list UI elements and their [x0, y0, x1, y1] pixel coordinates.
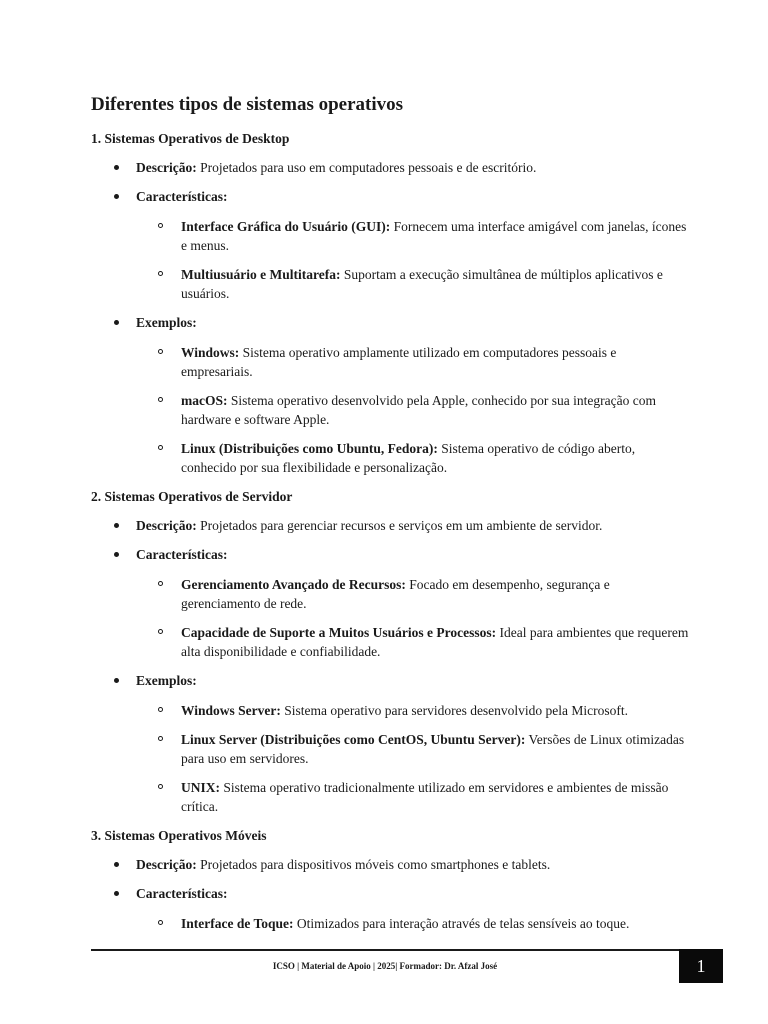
list-item: Características: Interface de Toque: Otimizados para interação através de telas sensíveis ao toque.: [91, 885, 691, 933]
list-item: Linux (Distribuições como Ubuntu, Fedora): Sistema operativo de código aberto, conhecido por sua flexibilidade e personalização.: [136, 439, 691, 477]
sub-list: [136, 914, 691, 933]
list-item: Windows Server: Sistema operativo para servidores desenvolvido pela Microsoft.: [136, 701, 691, 720]
circle-bullet-icon: [158, 629, 163, 634]
circle-bullet-icon: [158, 445, 163, 450]
list-item: Multiusuário e Multitarefa: Suportam a execução simultânea de múltiplos aplicativos e usuários.: [136, 265, 691, 303]
list-item: Linux Server (Distribuições como CentOS, Ubuntu Server): Versões de Linux otimizadas para uso em servidores.: [136, 730, 691, 768]
section-heading: 1. Sistemas Operativos de Desktop: [91, 131, 290, 146]
bullet-icon: [114, 891, 119, 896]
list-item: Exemplos: Windows Server: Sistema operativo para servidores desenvolvido pela Microsoft. Linux Server (Distribuições como CentOS, Ubuntu Server): Versões de Linux otimizadas para uso em servidores. UNIX: Sistema operativo tradicionalmente utilizado em servidores e ambientes de missão crítica.: [91, 672, 691, 816]
bullet-icon: [114, 678, 119, 683]
sub-list: [136, 701, 691, 816]
section-server: [91, 488, 691, 816]
list-item: Exemplos: Windows: Sistema operativo amplamente utilizado em computadores pessoais e empresariais. macOS: Sistema operativo desenvolvido pela Apple, conhecido por sua integração com hardware e software Apple. Linux (Distribuições como Ubuntu, Fedora): Sistema operativo de código aberto, conhecido por sua flexibilidade e personalização.: [91, 314, 691, 477]
bullet-icon: [114, 165, 119, 170]
page-number: 1: [679, 949, 723, 983]
circle-bullet-icon: [158, 581, 163, 586]
sub-list: [136, 217, 691, 303]
sub-list: [136, 575, 691, 661]
bullet-icon: [114, 320, 119, 325]
document-content: [91, 92, 691, 944]
bullet-list: [91, 856, 691, 933]
list-item: Descrição: Projetados para gerenciar recursos e serviços em um ambiente de servidor.: [91, 517, 691, 535]
list-item: Características: Gerenciamento Avançado de Recursos: Focado em desempenho, segurança e gerenciamento de rede. Capacidade de Suporte a Muitos Usuários e Processos: Ideal para ambientes que requerem alta disponibilidade e confiabilidade.: [91, 546, 691, 661]
list-item: Gerenciamento Avançado de Recursos: Focado em desempenho, segurança e gerenciamento de rede.: [136, 575, 691, 613]
footer-divider: [91, 949, 679, 951]
bullet-icon: [114, 862, 119, 867]
bullet-icon: [114, 194, 119, 199]
circle-bullet-icon: [158, 397, 163, 402]
list-item: Interface de Toque: Otimizados para interação através de telas sensíveis ao toque.: [136, 914, 691, 933]
list-item: Características: Interface Gráfica do Usuário (GUI): Fornecem uma interface amigável com janelas, ícones e menus. Multiusuário e Multitarefa: Suportam a execução simultânea de múltiplos aplicativos e usuários.: [91, 188, 691, 303]
list-item: UNIX: Sistema operativo tradicionalmente utilizado em servidores e ambientes de missão crítica.: [136, 778, 691, 816]
bullet-icon: [114, 552, 119, 557]
circle-bullet-icon: [158, 223, 163, 228]
bullet-list: [91, 159, 691, 477]
list-item: Descrição: Projetados para uso em computadores pessoais e de escritório.: [91, 159, 691, 177]
circle-bullet-icon: [158, 271, 163, 276]
circle-bullet-icon: [158, 736, 163, 741]
list-item: Capacidade de Suporte a Muitos Usuários e Processos: Ideal para ambientes que requerem alta disponibilidade e confiabilidade.: [136, 623, 691, 661]
bullet-list: [91, 517, 691, 816]
circle-bullet-icon: [158, 784, 163, 789]
bullet-icon: [114, 523, 119, 528]
section-desktop: [91, 130, 691, 477]
footer-text: ICSO | Material de Apoio | 2025| Formador: Dr. Afzal José: [272, 961, 498, 971]
circle-bullet-icon: [158, 707, 163, 712]
list-item: Interface Gráfica do Usuário (GUI): Fornecem uma interface amigável com janelas, ícones e menus.: [136, 217, 691, 255]
section-mobile: [91, 827, 691, 933]
circle-bullet-icon: [158, 920, 163, 925]
sub-list: [136, 343, 691, 477]
list-item: Windows: Sistema operativo amplamente utilizado em computadores pessoais e empresariais.: [136, 343, 691, 381]
page-title: Diferentes tipos de sistemas operativos: [91, 94, 404, 115]
list-item: macOS: Sistema operativo desenvolvido pela Apple, conhecido por sua integração com hardware e software Apple.: [136, 391, 691, 429]
circle-bullet-icon: [158, 349, 163, 354]
section-heading: 2. Sistemas Operativos de Servidor: [91, 489, 293, 504]
section-heading: 3. Sistemas Operativos Móveis: [91, 828, 267, 843]
list-item: Descrição: Projetados para dispositivos móveis como smartphones e tablets.: [91, 856, 691, 874]
